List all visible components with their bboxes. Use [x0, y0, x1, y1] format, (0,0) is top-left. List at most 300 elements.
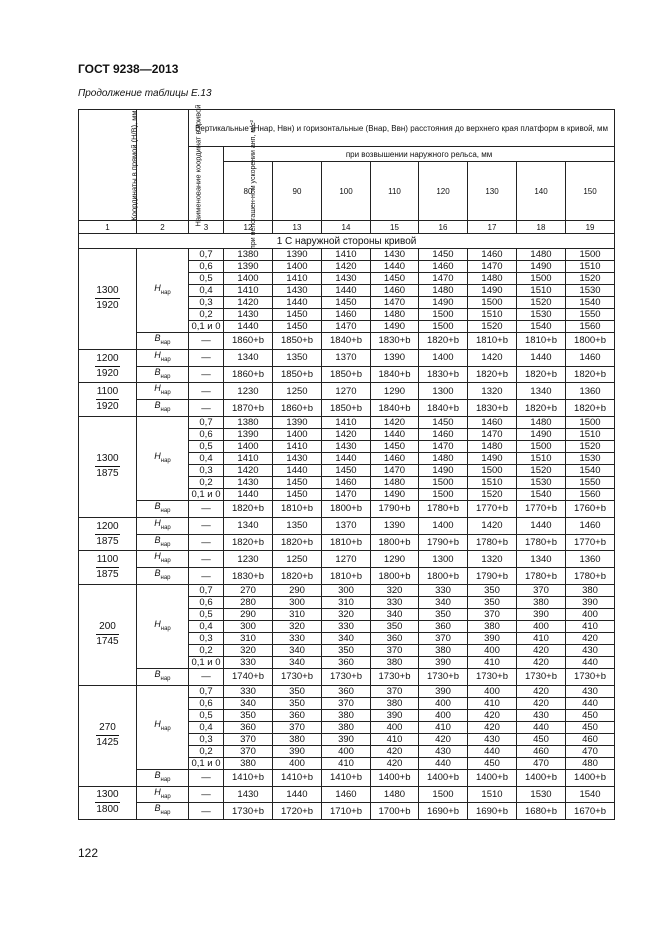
- distance-value: 1730+b: [371, 668, 419, 685]
- distance-value: 1470: [371, 464, 419, 476]
- distance-value: 470: [517, 757, 566, 769]
- distance-value: 1410: [322, 249, 371, 261]
- elevation-header: 80: [224, 162, 273, 221]
- coord-letter: B: [154, 803, 161, 814]
- coordinate-fraction: [79, 786, 137, 820]
- distance-value: 390: [273, 745, 322, 757]
- distance-value: 1400: [224, 440, 273, 452]
- distance-value: 1420: [371, 416, 419, 428]
- distance-value: 350: [273, 685, 322, 697]
- distance-value: 1320: [468, 383, 517, 400]
- coord-symbol: [154, 383, 171, 397]
- coord-symbol: [154, 500, 171, 514]
- fraction: [95, 521, 119, 548]
- accel-value: 0,7: [189, 584, 224, 596]
- accel-value: 0,2: [189, 309, 224, 321]
- coord-letter: H: [154, 282, 161, 293]
- accel-value: 0,2: [189, 745, 224, 757]
- header-distances: Вертикальные (Hнар, Hвн) и горизонтальные (Bнар, Bвн) расстояния до верхнего края платформ в кривой, мм: [189, 110, 615, 147]
- distance-value: 1430: [322, 440, 371, 452]
- distance-value: 1820+b: [273, 534, 322, 551]
- accel-value: 0,6: [189, 697, 224, 709]
- distance-value: 1430: [273, 452, 322, 464]
- accel-value: —: [189, 534, 224, 551]
- distance-value: 370: [517, 584, 566, 596]
- fraction-denominator: 1800: [96, 804, 119, 816]
- distance-value: 1860+b: [224, 366, 273, 383]
- distance-value: 410: [566, 620, 615, 632]
- distance-value: 1840+b: [419, 400, 468, 417]
- distance-value: 1480: [371, 786, 419, 803]
- distance-value: 1460: [419, 428, 468, 440]
- distance-value: 1710+b: [322, 803, 371, 820]
- distance-value: 1500: [419, 786, 468, 803]
- distance-value: 340: [419, 596, 468, 608]
- accel-value: —: [189, 500, 224, 517]
- coord-symbol: [154, 349, 171, 363]
- table-row: [79, 668, 615, 685]
- distance-value: 1530: [517, 476, 566, 488]
- accel-value: 0,3: [189, 632, 224, 644]
- distance-value: 1520: [517, 464, 566, 476]
- distance-value: 440: [566, 656, 615, 668]
- accel-value: 0,3: [189, 297, 224, 309]
- distance-value: 340: [371, 608, 419, 620]
- distance-value: 1840+b: [371, 400, 419, 417]
- distance-value: 370: [273, 721, 322, 733]
- distance-value: 1800+b: [371, 568, 419, 585]
- distance-value: 1390: [371, 349, 419, 366]
- column-number: 1: [79, 221, 137, 234]
- distance-value: 1520: [566, 273, 615, 285]
- distance-value: 1470: [468, 261, 517, 273]
- distance-value: 1440: [224, 488, 273, 500]
- distance-value: 400: [419, 697, 468, 709]
- distance-value: 1450: [273, 321, 322, 333]
- distance-value: 280: [224, 596, 273, 608]
- distance-value: 1490: [468, 452, 517, 464]
- distance-value: 1350: [273, 517, 322, 534]
- distance-value: 1450: [371, 273, 419, 285]
- distance-value: 1400+b: [517, 769, 566, 786]
- distance-value: 1450: [371, 440, 419, 452]
- accel-value: 0,5: [189, 440, 224, 452]
- distance-value: 1540: [517, 321, 566, 333]
- distance-value: 1730+b: [566, 668, 615, 685]
- column-number: 15: [371, 221, 419, 234]
- accel-value: 0,5: [189, 608, 224, 620]
- distance-value: 1810+b: [468, 333, 517, 350]
- coord-symbol: [154, 786, 171, 800]
- distance-value: 1510: [468, 476, 517, 488]
- distance-value: 410: [419, 721, 468, 733]
- distance-value: 1440: [322, 285, 371, 297]
- distance-value: 1820+b: [517, 366, 566, 383]
- distance-value: 1470: [371, 297, 419, 309]
- distance-value: 1820+b: [566, 400, 615, 417]
- coord-symbol: [154, 366, 171, 380]
- distance-value: 330: [224, 656, 273, 668]
- coordinate-fraction: [79, 551, 137, 585]
- distance-value: 370: [371, 685, 419, 697]
- distance-value: 1440: [224, 321, 273, 333]
- table-row: [79, 584, 615, 596]
- coord-symbol-b: [137, 333, 189, 350]
- elevation-header: 100: [322, 162, 371, 221]
- distance-value: 330: [322, 620, 371, 632]
- column-number: 2: [137, 221, 189, 234]
- distance-value: 1400+b: [468, 769, 517, 786]
- distance-value: 1480: [517, 249, 566, 261]
- distance-value: 380: [419, 644, 468, 656]
- coord-letter: H: [154, 517, 161, 528]
- distance-value: 1700+b: [371, 803, 419, 820]
- distance-value: 390: [517, 608, 566, 620]
- fraction-denominator: 1920: [96, 367, 119, 379]
- distance-value: 1250: [273, 551, 322, 568]
- coord-symbol-h: [137, 416, 189, 500]
- distance-value: 330: [419, 584, 468, 596]
- distance-value: 1480: [419, 452, 468, 464]
- distance-value: 1510: [517, 452, 566, 464]
- distance-value: 400: [468, 644, 517, 656]
- distance-value: 370: [419, 632, 468, 644]
- distance-value: 390: [419, 656, 468, 668]
- distance-value: 380: [468, 620, 517, 632]
- fraction-numerator: 1300: [95, 285, 119, 299]
- distance-value: 420: [468, 721, 517, 733]
- distance-value: 340: [224, 697, 273, 709]
- distance-value: 1500: [517, 440, 566, 452]
- distance-value: 410: [371, 733, 419, 745]
- header-accel-text: при непогашен-ном ускорении aнп, м/с²: [249, 120, 257, 249]
- distance-value: 430: [468, 733, 517, 745]
- distance-value: 1760+b: [566, 500, 615, 517]
- coord-symbol: [154, 803, 171, 817]
- distance-value: 1400+b: [566, 769, 615, 786]
- distance-value: 1470: [419, 440, 468, 452]
- table-row: [79, 786, 615, 803]
- distance-value: 1410: [273, 440, 322, 452]
- coord-symbol: [154, 517, 171, 531]
- fraction-denominator: 1745: [96, 636, 119, 648]
- column-number: 3: [189, 221, 224, 234]
- distance-value: 1390: [224, 261, 273, 273]
- accel-value: 0,1 и 0: [189, 321, 224, 333]
- distance-value: 1490: [517, 261, 566, 273]
- distance-value: 1500: [566, 416, 615, 428]
- distance-value: 1380: [224, 249, 273, 261]
- distance-value: 310: [322, 596, 371, 608]
- distance-value: 1470: [468, 428, 517, 440]
- column-number: 12: [224, 221, 273, 234]
- accel-value: —: [189, 769, 224, 786]
- accel-value: 0,4: [189, 620, 224, 632]
- distance-value: 1300: [419, 551, 468, 568]
- coord-symbol: [154, 719, 171, 733]
- distance-value: 1550: [566, 309, 615, 321]
- accel-value: 0,5: [189, 709, 224, 721]
- fraction-denominator: 1425: [96, 737, 119, 749]
- coord-letter: H: [154, 349, 161, 360]
- accel-value: —: [189, 400, 224, 417]
- distance-value: 1490: [419, 297, 468, 309]
- elevation-header: 110: [371, 162, 419, 221]
- coord-symbol: [154, 333, 171, 346]
- distance-value: 360: [224, 721, 273, 733]
- distance-value: 1460: [371, 285, 419, 297]
- distance-value: 1420: [322, 428, 371, 440]
- elevation-header: 120: [419, 162, 468, 221]
- distance-value: 1230: [224, 383, 273, 400]
- distance-value: 1560: [566, 321, 615, 333]
- coord-subscript: нар: [160, 726, 171, 733]
- distance-value: 450: [566, 709, 615, 721]
- distance-value: 410: [468, 656, 517, 668]
- distance-value: 380: [371, 656, 419, 668]
- platform-distance-table: [78, 104, 615, 820]
- distance-value: 320: [224, 644, 273, 656]
- distance-value: 1400: [273, 428, 322, 440]
- distance-value: 400: [468, 685, 517, 697]
- coord-symbol: [154, 618, 171, 632]
- distance-value: 270: [224, 584, 273, 596]
- fraction: [95, 789, 119, 816]
- fraction: [95, 453, 119, 480]
- distance-value: 1390: [371, 517, 419, 534]
- distance-value: 420: [419, 733, 468, 745]
- distance-value: 400: [273, 757, 322, 769]
- distance-value: 1510: [468, 786, 517, 803]
- distance-value: 410: [468, 697, 517, 709]
- accel-value: 0,7: [189, 685, 224, 697]
- distance-value: 310: [224, 632, 273, 644]
- distance-value: 1740+b: [224, 668, 273, 685]
- distance-value: 360: [322, 656, 371, 668]
- distance-value: 1730+b: [468, 668, 517, 685]
- distance-value: 1500: [419, 476, 468, 488]
- distance-value: 1500: [468, 464, 517, 476]
- distance-value: 1430: [322, 273, 371, 285]
- distance-value: 1810+b: [322, 534, 371, 551]
- header-coord-name-text: Наименование координат в кривой: [193, 104, 203, 226]
- coordinate-fraction: [79, 349, 137, 383]
- distance-value: 1800+b: [322, 500, 371, 517]
- distance-value: 1480: [468, 440, 517, 452]
- distance-value: 420: [517, 656, 566, 668]
- distance-value: 1730+b: [273, 668, 322, 685]
- fraction-numerator: 1100: [96, 386, 120, 400]
- distance-value: 410: [322, 757, 371, 769]
- distance-value: 1500: [419, 321, 468, 333]
- distance-value: 1510: [566, 261, 615, 273]
- column-number: 13: [273, 221, 322, 234]
- coord-symbol-b: [137, 568, 189, 585]
- distance-value: 1500: [419, 309, 468, 321]
- distance-value: 420: [468, 709, 517, 721]
- distance-value: 350: [468, 584, 517, 596]
- accel-value: 0,6: [189, 596, 224, 608]
- distance-value: 1400: [419, 517, 468, 534]
- accel-value: —: [189, 668, 224, 685]
- distance-value: 1520: [566, 440, 615, 452]
- distance-value: 1470: [322, 488, 371, 500]
- distance-value: 1490: [468, 285, 517, 297]
- accel-value: 0,6: [189, 261, 224, 273]
- distance-value: 390: [322, 733, 371, 745]
- distance-value: 1400: [273, 261, 322, 273]
- distance-value: 1440: [517, 349, 566, 366]
- distance-value: 1460: [468, 249, 517, 261]
- distance-value: 420: [566, 632, 615, 644]
- fraction-numerator: 1200: [95, 353, 119, 367]
- coord-symbol-h: [137, 685, 189, 769]
- distance-value: 1780+b: [517, 534, 566, 551]
- coord-letter: B: [154, 366, 161, 377]
- distance-value: 290: [224, 608, 273, 620]
- distance-value: 1850+b: [273, 366, 322, 383]
- distance-value: 1460: [322, 309, 371, 321]
- fraction-numerator: 1100: [96, 554, 120, 568]
- coord-symbol-b: [137, 803, 189, 820]
- accel-value: —: [189, 568, 224, 585]
- distance-value: 1340: [224, 349, 273, 366]
- accel-value: 0,7: [189, 249, 224, 261]
- distance-value: 1300: [419, 383, 468, 400]
- accel-value: 0,1 и 0: [189, 757, 224, 769]
- table-row: [79, 551, 615, 568]
- distance-value: 360: [273, 709, 322, 721]
- distance-value: 1350: [273, 349, 322, 366]
- distance-value: 1340: [517, 383, 566, 400]
- distance-value: 1430: [224, 786, 273, 803]
- distance-value: 1460: [371, 452, 419, 464]
- coord-symbol: [154, 282, 171, 296]
- table-row: [79, 568, 615, 585]
- distance-value: 1400: [419, 349, 468, 366]
- elevation-header: 130: [468, 162, 517, 221]
- distance-value: 440: [419, 757, 468, 769]
- distance-value: 1440: [371, 261, 419, 273]
- distance-value: 1850+b: [322, 400, 371, 417]
- fraction-denominator: 1875: [96, 569, 119, 581]
- distance-value: 380: [371, 697, 419, 709]
- fraction-numerator: 1300: [95, 453, 119, 467]
- coord-symbol-b: [137, 668, 189, 685]
- accel-value: —: [189, 383, 224, 400]
- distance-value: 1540: [517, 488, 566, 500]
- distance-value: 1420: [322, 261, 371, 273]
- distance-value: 1410+b: [273, 769, 322, 786]
- distance-value: 1790+b: [419, 534, 468, 551]
- table-row: [79, 333, 615, 350]
- distance-value: 1480: [371, 476, 419, 488]
- distance-value: 1430: [224, 309, 273, 321]
- fraction-denominator: 1875: [96, 535, 119, 547]
- fraction: [95, 353, 119, 380]
- distance-value: 1250: [273, 383, 322, 400]
- distance-value: 1470: [419, 273, 468, 285]
- coord-subscript: нар: [160, 793, 171, 800]
- distance-value: 290: [273, 584, 322, 596]
- distance-value: 1540: [566, 464, 615, 476]
- table-row: [79, 400, 615, 417]
- distance-value: 360: [371, 632, 419, 644]
- distance-value: 400: [371, 721, 419, 733]
- distance-value: 1800+b: [419, 568, 468, 585]
- header-coords-text: Координаты в прямой (H/B), мм: [129, 109, 139, 221]
- distance-value: 1460: [566, 349, 615, 366]
- elevation-header: 150: [566, 162, 615, 221]
- coord-subscript: нар: [160, 457, 171, 464]
- distance-value: 1510: [566, 428, 615, 440]
- distance-value: 380: [224, 757, 273, 769]
- distance-value: 420: [371, 757, 419, 769]
- coord-subscript: нар: [160, 339, 171, 346]
- distance-value: 1420: [224, 297, 273, 309]
- distance-value: 400: [419, 709, 468, 721]
- distance-value: 1500: [468, 297, 517, 309]
- coord-letter: H: [154, 450, 161, 461]
- table-row: [79, 500, 615, 517]
- distance-value: 1780+b: [517, 568, 566, 585]
- coord-symbol: [154, 534, 171, 548]
- distance-value: 1480: [419, 285, 468, 297]
- distance-value: 300: [322, 584, 371, 596]
- distance-value: 1460: [322, 476, 371, 488]
- distance-value: 460: [517, 745, 566, 757]
- distance-value: 1830+b: [468, 400, 517, 417]
- distance-value: 390: [468, 632, 517, 644]
- distance-value: 1450: [322, 464, 371, 476]
- coord-subscript: нар: [160, 574, 171, 581]
- distance-value: 1840+b: [371, 366, 419, 383]
- distance-value: 1360: [566, 383, 615, 400]
- distance-value: 1440: [517, 517, 566, 534]
- distance-value: 360: [419, 620, 468, 632]
- distance-value: 1490: [371, 321, 419, 333]
- distance-value: 380: [322, 721, 371, 733]
- distance-value: 1320: [468, 551, 517, 568]
- page-number: 122: [78, 846, 99, 860]
- accel-value: 0,4: [189, 721, 224, 733]
- distance-value: 1860+b: [273, 400, 322, 417]
- distance-value: 410: [517, 632, 566, 644]
- distance-value: 390: [419, 685, 468, 697]
- distance-value: 1420: [224, 464, 273, 476]
- coord-subscript: нар: [160, 390, 171, 397]
- coord-letter: B: [154, 400, 161, 411]
- distance-value: 1730+b: [419, 668, 468, 685]
- coord-subscript: нар: [160, 507, 171, 514]
- distance-value: 1730+b: [224, 803, 273, 820]
- coord-symbol-b: [137, 400, 189, 417]
- coord-symbol-h: [137, 249, 189, 333]
- accel-value: 0,2: [189, 644, 224, 656]
- header-elevation: при возвышении наружного рельса, мм: [224, 147, 615, 162]
- distance-value: 400: [517, 620, 566, 632]
- fraction-numerator: 1200: [95, 521, 119, 535]
- fraction: [96, 722, 118, 749]
- distance-value: 1400: [224, 273, 273, 285]
- distance-value: 1550: [566, 476, 615, 488]
- distance-value: 1490: [517, 428, 566, 440]
- distance-value: 1520: [468, 321, 517, 333]
- coord-subscript: нар: [160, 776, 171, 783]
- distance-value: 1510: [468, 309, 517, 321]
- coord-letter: B: [154, 534, 161, 545]
- distance-value: 1500: [566, 249, 615, 261]
